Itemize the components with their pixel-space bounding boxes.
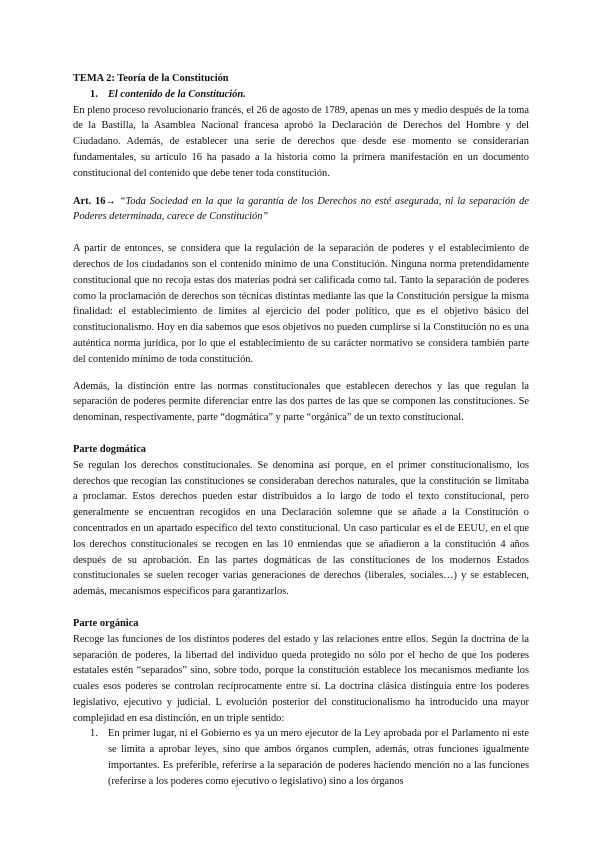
list-item-text: En primer lugar, ni el Gobierno es ya un mero ejecutor de la Ley aprobada por el Parlamento ni este se limita a aprobar leyes, sino que ambos órganos cumplen, además, otras funciones igualmente importantes. Es preferible, referirse a la separación de poderes haciendo mención no a las funciones (referirse a los poderes como ejecutivo o legislativo) sino a los órganos xyxy=(108,728,529,787)
article-label: Art. 16→ xyxy=(73,195,116,207)
section-heading-text: El contenido de la Constitución. xyxy=(108,88,246,100)
article-16-quote xyxy=(73,194,529,226)
paragraph-parte-dogmatica: Se regulan los derechos constitucionales. Se denomina así porque, en el primer constitucionalismo, los derechos que recogían las constituciones se consideraban derechos naturales, que la constitución se limitaba a proclamar. Estos derechos pueden estar distribuidos a lo largo de todo el texto constitucional, pero generalmente se encuentran recogidos en una Declaración solemne que se añade a la Constitución o concentrados en un apartado específico del texto constitucional. Un caso particular es el de EEUU, en el que los derechos constitucionales se recogen en las 10 enmiendas que se añadieron a la constitución 4 años después de su aprobación. En las partes dogmáticas de las constituciones de los modernos Estados constitucionales se suelen recoger varias generaciones de derechos (liberales, sociales…) y se establecen, además, mecanismos específicos para garantizarlos. xyxy=(73,459,529,598)
numbered-list xyxy=(73,726,529,789)
list-item-marker: 1. xyxy=(90,728,98,740)
document-page xyxy=(73,71,529,790)
intro-paragraph: En pleno proceso revolucionario francés, el 26 de agosto de 1789, apenas un mes y medio después de la toma de la Bastilla, la Asamblea Nacional francesa aprobó la Declaración de Derechos del Hombre y del Ciudadano. Además, de establecer una serie de derechos que desde ese momento se considerarían fundamentales, su artículo 16 ha pasado a la historia como la primera manifestación en un documento constitucional del contenido que debe tener toda constitución. xyxy=(73,104,529,179)
section-heading xyxy=(73,87,529,103)
paragraph-parte-organica: Recoge las funciones de los distintos poderes del estado y las relaciones entre ellos. Según la doctrina de la separación de poderes, la libertad del individuo queda protegido no sólo por el hecho de que los poderes estatales estén “separados” sino, sobre todo, porque la constitución establece los mecanismos mediante los cuales esos poderes se controlan recíprocamente entre sí. La doctrina clásica distinguía entre los poderes legislativo, ejecutivo y judicial. L evolución posterior del constitucionalismo ha introducido una mayor complejidad en esa distinción, en un triple sentido: xyxy=(73,633,529,724)
article-quote-text: “Toda Sociedad en la que la garantía de los Derechos no esté asegurada, ni la separación de Poderes determinada, carece de Constitución” xyxy=(73,195,529,223)
list-item xyxy=(73,726,529,789)
document-title: TEMA 2: Teoría de la Constitución xyxy=(73,73,229,84)
heading-parte-organica: Parte orgánica xyxy=(73,617,139,629)
paragraph-separation-powers: A partir de entonces, se considera que la regulación de la separación de poderes y el establecimiento de derechos de los ciudadanos son el contenido mínimo de una Constitución. Ninguna norma pretendidamente constitucional que no recoja estas dos materias podrá ser calificada como tal. Tanto la separación de poderes como la proclamación de derechos son técnicas distintas mediante las que la Constitución persigue la misma finalidad: el establecimiento de límites al ejercicio del poder político, que es el objetivo básico del constitucionalismo. Hoy en día sabemos que esos objetivos no pueden cumplirse si la Constitución no es una auténtica norma jurídica, por lo que el establecimiento de su carácter normativo se considera también parte del contenido mínimo de toda constitución. xyxy=(73,243,529,365)
paragraph-parts-distinction: Además, la distinción entre las normas constitucionales que establecen derechos y las que regulan la separación de poderes permite diferenciar entre las dos partes de las que se componen las constituciones. Se denominan, respectivamente, parte “dogmática” y parte “orgánica” de un texto constitucional. xyxy=(73,380,529,424)
heading-parte-dogmatica: Parte dogmática xyxy=(73,443,146,455)
section-number: 1. xyxy=(90,88,98,100)
